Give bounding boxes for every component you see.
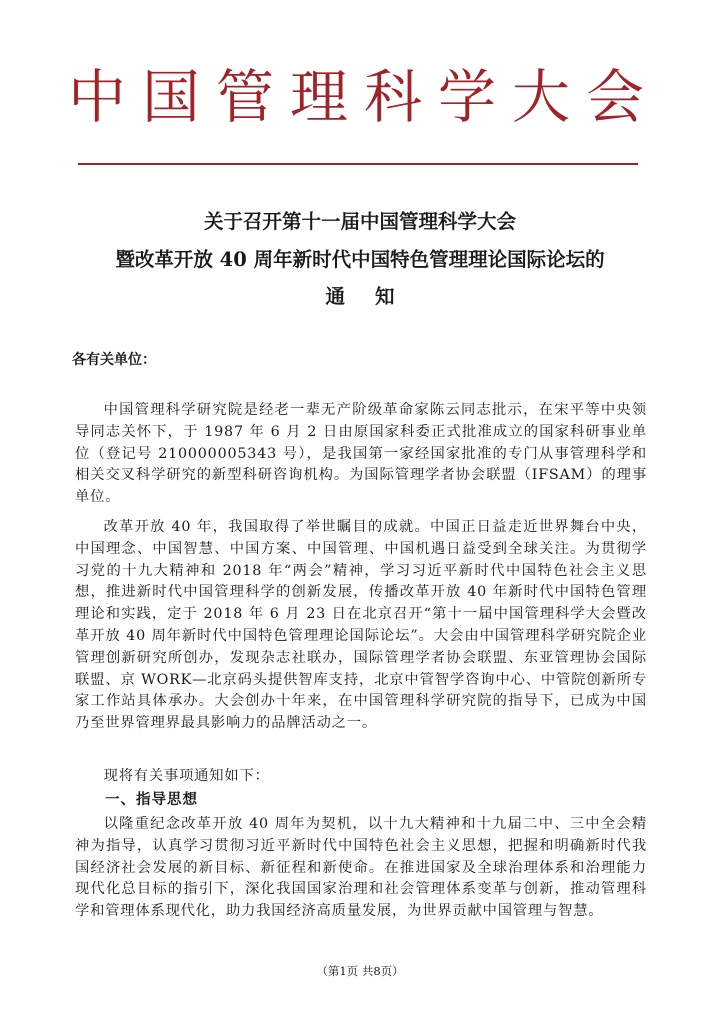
paragraph-text: 中国管理科学研究院是经老一辈无产阶级革命家陈云同志批示，在宋平等中央领导同志关怀下，于 1987 年 6 月 2 日由原国家科委正式批准成立的国家科研事业单位（登记号 210000005343 号），是我国第一家经国家批准的专门从事管理科学和相关交叉科学研究的新型科研咨询机构。为国际管理学者协会联盟（IFSAM）的理事单位。: [75, 402, 647, 506]
letterhead-org-name: 中国管理科学大会: [67, 63, 660, 131]
notice-title-line-2: 暨改革开放 40 周年新时代中国特色管理理论国际论坛的: [115, 248, 605, 271]
paragraph-guiding-ideology: [75, 814, 647, 923]
letterhead-divider: [78, 163, 638, 165]
salutation: 各有关单位：: [72, 352, 156, 368]
paragraph-conference-background: [75, 517, 647, 735]
paragraph-text: 以隆重纪念改革开放 40 周年为契机，以十九大精神和十九届二中、三中全会精神为指导，认真学习贯彻习近平新时代中国特色社会主义思想，把握和明确新时代我国经济社会发展的新目标、新征程和新使命。在推进国家及全球治理体系和治理能力现代化总目标的指引下，深化我国国家治理和社会管理体系变革与创新，推动管理科学和管理体系现代化，助力我国经济高质量发展，为世界贡献中国管理与智慧。: [75, 816, 647, 920]
section-heading-guiding-ideology: 一、指导思想: [105, 792, 198, 808]
notice-title-line-3: 通知: [325, 285, 425, 308]
notice-title-line-1: 关于召开第十一届中国管理科学大会: [203, 210, 516, 233]
paragraph-text: 现将有关事项通知如下：: [103, 768, 270, 784]
paragraph-institute-intro: [75, 400, 647, 509]
paragraph-text: 改革开放 40 年，我国取得了举世瞩目的成就。中国正日益走近世界舞台中央，中国理念、中国智慧、中国方案、中国管理、中国机遇日益受到全球关注。为贯彻学习党的十九大精神和 2018 年“两会”精神，学习习近平新时代中国特色社会主义思想，推进新时代中国管理科学的创新发展，传播改革开放 40 年新时代中国特色管理理论和实践，定于 2018 年 6 月 23 日在北京召开“第十一届中国管理科学大会暨改革开放 40 周年新时代中国特色管理理论国际论坛”。大会由中国管理科学研究院企业管理创新研究所创办，发现杂志社联办，国际管理学者协会联盟、东亚管理协会国际联盟、京 WORK—北京码头提供智库支持，北京中管智学咨询中心、中管院创新所专家工作站具体承办。大会创办十年来，在中国管理科学研究院的指导下，已成为中国乃至世界管理界最具影响力的品牌活动之一。: [75, 519, 647, 732]
page-indicator: （第1页 共8页）: [316, 964, 404, 978]
paragraph-notice-intro: [75, 766, 647, 788]
